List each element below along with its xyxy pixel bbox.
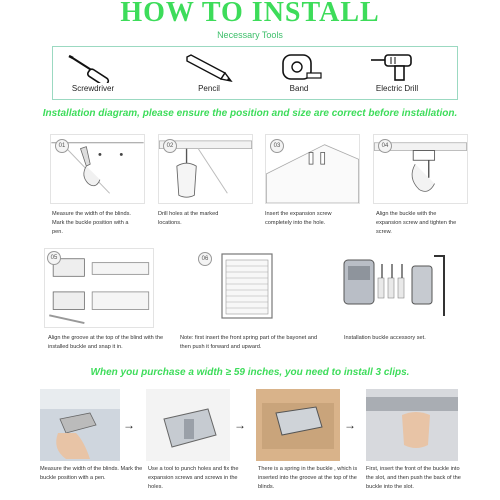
step-caption: Insert the expansion screw completely into the hole. [265,211,332,226]
step-03-diagram [265,134,360,204]
page-title: HOW TO INSTALL [120,0,380,28]
clips-banner: When you purchase a width ≥ 59 inches, you need to install 3 clips. [90,367,410,378]
tool-label: Screwdriver [71,84,115,93]
step-number: 06 [198,252,212,266]
bottom-step-3-photo [256,389,340,461]
step-caption: Note: first insert the front spring part of the bayonet and then push it forward and upward. [180,335,318,350]
arrow-icon: → [123,418,135,432]
installation-banner: Installation diagram, please ensure the position and size are correct before installation. [42,108,458,119]
screwdriver-icon [63,51,123,83]
step-number: 02 [163,139,177,153]
step-02-diagram [158,134,253,204]
tool-drill [357,51,437,93]
tool-label: Pencil [198,84,220,93]
step-caption: Installation buckle accessory set. [344,335,426,341]
tape-measure-icon [269,51,329,83]
drill-icon [367,51,427,83]
bottom-step-4-photo [366,389,458,461]
bottom-step-caption: Use a tool to punch holes and fix the expansion screws and screws in the holes. [148,466,239,490]
drill-photo-illustration [40,389,120,461]
bottom-step-1-photo [40,389,120,461]
bottom-step-caption: Measure the width of the blinds. Mark the buckle position with a pen. [40,466,143,481]
tools-heading: Necessary Tools [217,30,283,40]
tool-label: Band [289,84,309,93]
insert-buckle-photo-illustration [366,389,458,461]
step-caption: Align the groove at the top of the blind with the installed buckle and snap it in. [48,335,164,350]
tool-label: Electric Drill [375,84,419,93]
tool-screwdriver [53,51,133,93]
step-04-diagram [373,134,468,204]
step-caption: Measure the width of the blinds. Mark the buckle position with a pen. [52,211,131,235]
tools-panel [52,46,458,100]
step-caption: Drill holes at the marked locations. [158,211,219,226]
step-number: 04 [378,139,392,153]
step-number: 05 [47,251,61,265]
spring-buckle-photo-illustration [256,389,340,461]
step-number: 01 [55,139,69,153]
accessory-set-illustration [338,248,450,324]
arrow-icon: → [344,418,356,432]
bottom-step-caption: First, insert the front of the buckle into the slot, and then push the back of the buckle into the slot. [366,466,461,490]
step-06-diagram [196,248,296,328]
accessory-set-image [338,248,450,324]
arrow-icon: → [234,418,246,432]
buckle-photo-illustration [146,389,230,461]
step-caption: Align the buckle with the expansion screw and tighten the screw. [376,211,457,235]
step-number: 03 [270,139,284,153]
tool-band [259,51,339,93]
bottom-step-2-photo [146,389,230,461]
bottom-step-caption: There is a spring in the buckle , which is inserted into the groove at the top of the blinds. [258,466,358,490]
step-05-diagram [44,248,154,328]
pencil-icon [179,51,239,83]
tool-pencil [169,51,249,93]
snap-blind-illustration [45,249,153,327]
step-01-diagram [50,134,145,204]
